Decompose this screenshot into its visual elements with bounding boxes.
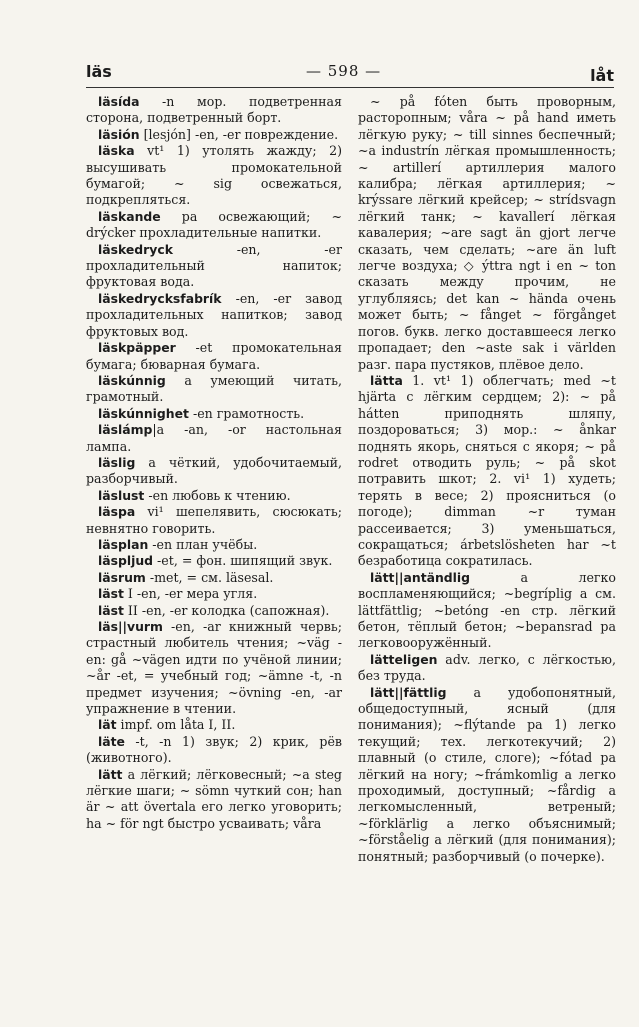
- entry-headword: läspa: [98, 504, 136, 520]
- entry-headword: läslig: [98, 454, 136, 470]
- entry-definition: a лёгкий; лёгковесный; ~a steg лёгкие шаги; ~ sömn чуткий сон; han är ~ att övertala его легко уговорить; ha ~ för ngt быстро усваивать; våra: [86, 766, 342, 831]
- entry-definition: 1. vt¹ 1) облегчать; med ~t hjärta с лёгким сердцем; 2): ~ på hátten приподнять шляпу, поздороваться; 3) мор.: ~ ånkar поднять якорь, сняться с якоря; ~ på rodret отводить руль; ~ på skot потравить шкот; 2. vi¹ 1) худеть; терять в весе; 2) проясниться (о погоде); dimman ~r туман рассеивается; 3) уменьшаться, сокращаться; árbetslösheten har ~t безработица сократилась.: [358, 372, 616, 569]
- entry-definition: -et промокательная бумага; бюварная бумага.: [86, 340, 342, 372]
- entry-definition: -en план учёбы.: [148, 536, 258, 552]
- dictionary-entry: [86, 94, 342, 127]
- header-rule: [86, 87, 614, 88]
- entry-headword: läst: [98, 602, 124, 618]
- dictionary-entry: [86, 209, 342, 242]
- dictionary-entry: [86, 603, 342, 619]
- dictionary-entry: [86, 586, 342, 602]
- page-number: — 598 —: [306, 62, 382, 80]
- entry-definition: impf. om låta I, II.: [116, 717, 236, 733]
- entry-definition: -en, -ar книжный червь; страстный любитель чтения; ~väg -en: gå ~vägen идти по учёной линии; ~år -et, = учебный год; ~ämne -t, -n предмет изучения; ~övning -en, -ar упражнение в чтении.: [86, 619, 342, 717]
- dictionary-entry: [358, 570, 616, 652]
- dictionary-entry: [86, 570, 342, 586]
- entry-headword: läslámp: [98, 422, 153, 438]
- entry-headword: läspljud: [98, 553, 154, 569]
- dictionary-entry: [86, 406, 342, 422]
- entry-headword: läsplan: [98, 536, 149, 552]
- entry-definition: |a -an, -or настольная лампа.: [86, 422, 342, 454]
- entry-definition: adv. легко, с лёгкостью, без труда.: [358, 651, 616, 684]
- dictionary-entry: [86, 504, 342, 537]
- left-guide-word: läs: [86, 62, 112, 81]
- entry-definition: pa освежающий; ~ drýcker прохладительные напитки.: [86, 208, 342, 241]
- entry-headword: läslust: [98, 487, 145, 503]
- entry-headword: lätt: [98, 766, 123, 782]
- entry-definition: a легко воспламеняющийся; ~begríplig a см. lättfättlig; ~betóng -en стр. лёгкий бетон, тёплый бетон; ~bepansrad pa легковооружённый.: [358, 569, 616, 651]
- entry-headword: läsión: [98, 126, 140, 142]
- dictionary-entry: [86, 291, 342, 340]
- entry-definition: vt¹ 1) утолять жажду; 2) высушивать промокательной бумагой; ~ sig освежаться, подкрепляться.: [86, 143, 342, 208]
- entry-headword: läsída: [98, 94, 140, 109]
- dictionary-entry: [86, 340, 342, 373]
- dictionary-entry: [86, 422, 342, 455]
- dictionary-entry: [86, 455, 342, 488]
- right-guide-word: låt: [590, 66, 614, 85]
- entry-headword: läskúnnig: [98, 372, 166, 388]
- dictionary-entry: [86, 488, 342, 504]
- entry-headword: läskpäpper: [98, 340, 176, 356]
- entry-headword: läskedryck: [98, 241, 173, 257]
- entry-definition: -n мор. подветренная сторона, подветренный борт.: [86, 94, 342, 126]
- dictionary-entry: [86, 767, 342, 833]
- dictionary-entry: [86, 717, 342, 733]
- entry-headword: läte: [98, 733, 125, 749]
- left-column: [86, 94, 342, 832]
- page-header: [86, 62, 614, 86]
- entry-headword: lät: [98, 717, 117, 733]
- dictionary-entry: [86, 143, 342, 209]
- dictionary-entry: [358, 373, 616, 570]
- entry-headword: läs||vurm: [98, 619, 163, 634]
- entry-definition: a чёткий, удобочитаемый, разборчивый.: [86, 454, 342, 487]
- entry-headword: lätteligen: [370, 651, 438, 667]
- entry-definition: I -en, -er мера угля.: [123, 586, 258, 602]
- dictionary-entry: [358, 685, 616, 865]
- entry-definition: -en, -er завод прохладительных напитков; завод фруктовых вод.: [86, 290, 342, 339]
- entry-headword: läskedrycksfabrík: [98, 290, 222, 306]
- entry-definition: [lesjón] -en, -er повреждение.: [139, 126, 339, 142]
- dictionary-entry: [358, 652, 616, 685]
- dictionary-entry: [86, 734, 342, 767]
- entry-definition: a умеющий читать, грамотный.: [86, 372, 342, 405]
- dictionary-entry: [86, 537, 342, 553]
- entry-definition: ~ på fóten быть проворным, расторопным; våra ~ på hand иметь лёгкую руку; ~ till sinnes беспечный; ~a industrín лёгкая промышленность; ~ artillerí артиллерия малого калибра; лёгкая артиллерия; ~ krýssare лёгкий крейсер; ~ strídsvagn лёгкий танк; ~ kavallerí лёгкая кавалерия; ~are sagt än gjort легче сказать, чем сделать; ~are än luft легче воздуха; ◇ ýttra ngt i en ~ ton сказать между прочим, не углубляясь; det kan ~ hända очень может быть; ~ fånget ~ förgånget погов. букв. легко доставшееся легко пропадает; den ~aste sak i världen разг. пара пустяков, плёвое дело.: [358, 94, 616, 372]
- entry-headword: lätta: [370, 372, 403, 388]
- dictionary-entry: [86, 242, 342, 291]
- entry-headword: läst: [98, 586, 124, 602]
- right-column: [358, 94, 616, 865]
- dictionary-entry: [86, 619, 342, 717]
- entry-headword: läskande: [98, 208, 161, 224]
- entry-headword: lätt||fättlig: [370, 684, 447, 700]
- dictionary-entry: [86, 127, 342, 143]
- entry-headword: läska: [98, 143, 135, 159]
- dictionary-entry: [358, 94, 616, 373]
- entry-headword: läsrum: [98, 569, 146, 585]
- entry-definition: -t, -n 1) звук; 2) крик, рёв (животного).: [86, 733, 342, 766]
- entry-definition: -en грамотность.: [188, 405, 305, 421]
- entry-definition: -et, = фон. шипящий звук.: [153, 553, 333, 569]
- dictionary-entry: [86, 553, 342, 569]
- entry-definition: -en, -er прохладительный напиток; фруктовая вода.: [86, 241, 342, 290]
- entry-definition: a удобопонятный, общедоступный, ясный (для понимания); ~flýtande pa 1) легко текущий; тех. легкотекучий; 2) плавный (о стиле, слоге); ~fótad pa лёгкий на ногу; ~frámkomlig a легко проходимый, доступный; ~fårdig a легкомысленный, ветреный; ~förklärlig a легко объяснимый; ~förståelig a лёгкий (для понимания); понятный; разборчивый (о почерке).: [358, 684, 616, 864]
- entry-definition: -met, = см. läsesal.: [145, 569, 274, 585]
- entry-definition: II -en, -er колодка (сапожная).: [123, 602, 330, 618]
- entry-headword: lätt||antändlig: [370, 569, 471, 585]
- entry-headword: läskúnnighet: [98, 405, 189, 421]
- dictionary-entry: [86, 373, 342, 406]
- entry-definition: -en любовь к чтению.: [144, 487, 291, 503]
- entry-definition: vi¹ шепелявить, сюсюкать; невнятно говорить.: [86, 504, 342, 536]
